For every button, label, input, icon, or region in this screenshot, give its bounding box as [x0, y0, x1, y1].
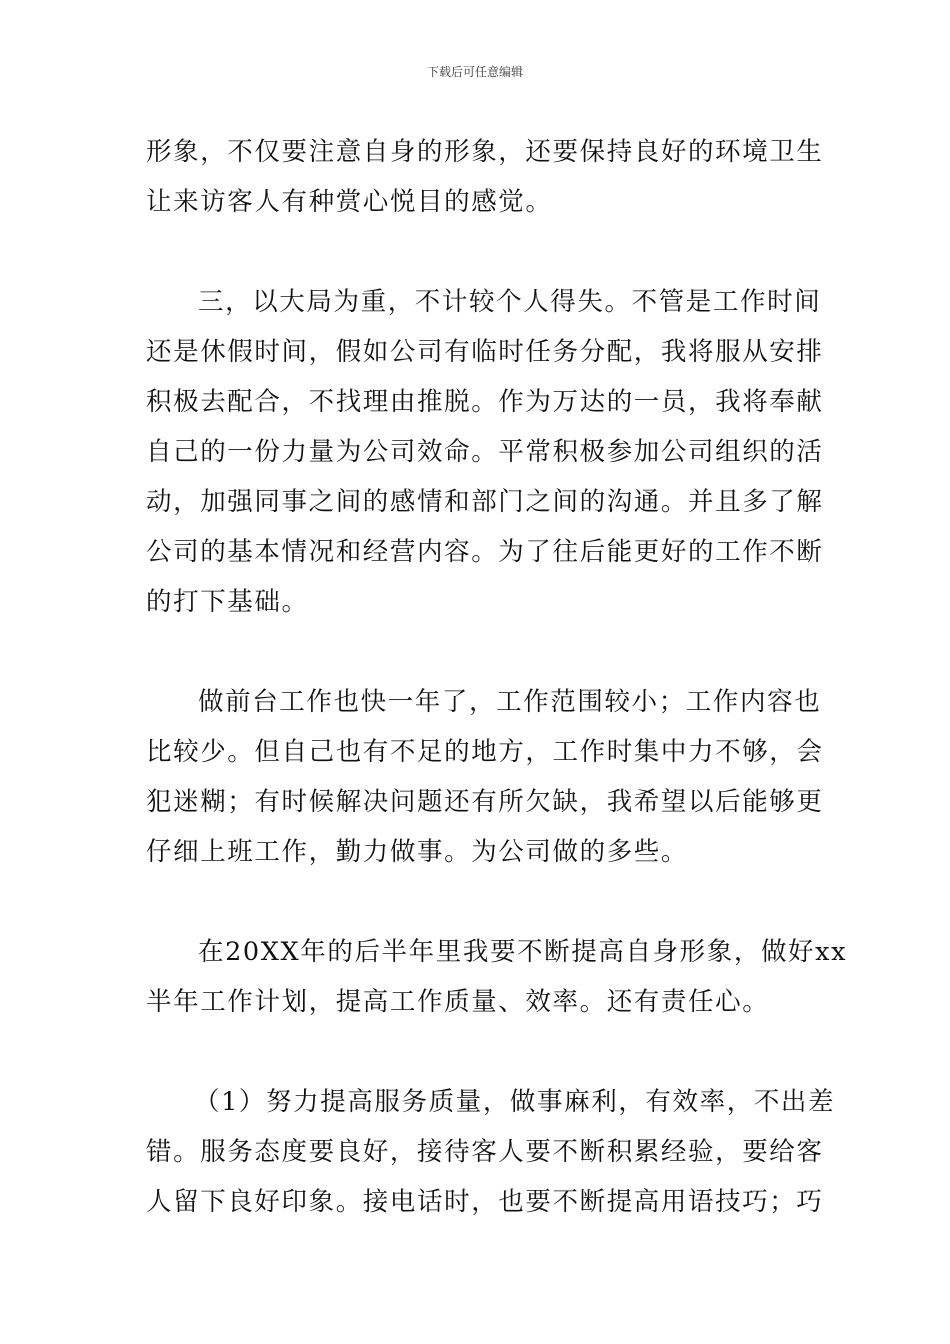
paragraph-gap	[146, 1027, 812, 1077]
text-line: 让来访客人有种赏心悦目的感觉。	[146, 187, 553, 217]
paragraph-gap	[146, 877, 812, 927]
text-line: 的打下基础。	[146, 587, 309, 617]
paragraph-gap	[146, 227, 812, 277]
text-line: 动，加强同事之间的感情和部门之间的沟通。并且多了解	[146, 487, 824, 517]
text-line: 人留下良好印象。接电话时，也要不断提高用语技巧；巧	[146, 1187, 824, 1217]
text-line: 形象，不仅要注意自身的形象，还要保持良好的环境卫生	[146, 137, 824, 167]
text-line: 犯迷糊；有时候解决问题还有所欠缺，我希望以后能够更	[146, 787, 824, 817]
page-header-caption: 下载后可任意编辑	[426, 65, 523, 79]
text-line: 做前台工作也快一年了，工作范围较小；工作内容也	[198, 687, 822, 717]
text-line: 三，以大局为重，不计较个人得失。不管是工作时间	[198, 287, 822, 317]
text-line: 积极去配合，不找理由推脱。作为万达的一员，我将奉献	[146, 387, 824, 417]
text-line: 比较少。但自己也有不足的地方，工作时集中力不够，会	[146, 737, 824, 767]
document-body	[146, 127, 848, 1227]
text-line: 在20XX年的后半年里我要不断提高自身形象，做好xx	[198, 937, 848, 967]
text-line: 公司的基本情况和经营内容。为了往后能更好的工作不断	[146, 537, 824, 567]
paragraph-3	[146, 677, 824, 877]
paragraph-2	[146, 277, 824, 627]
text-line: 还是休假时间，假如公司有临时任务分配，我将服从安排	[146, 337, 824, 367]
paragraph-4	[146, 927, 848, 1027]
paragraph-5	[146, 1077, 836, 1227]
paragraph-1	[146, 127, 824, 227]
text-line: 自己的一份力量为公司效命。平常积极参加公司组织的活	[146, 437, 824, 467]
text-line: 错。服务态度要良好，接待客人要不断积累经验，要给客	[146, 1137, 824, 1167]
text-line: （1）努力提高服务质量，做事麻利，有效率，不出差	[194, 1087, 836, 1117]
text-line: 半年工作计划，提高工作质量、效率。还有责任心。	[146, 987, 770, 1017]
paragraph-gap	[146, 627, 812, 677]
text-line: 仔细上班工作，勤力做事。为公司做的多些。	[146, 837, 689, 867]
